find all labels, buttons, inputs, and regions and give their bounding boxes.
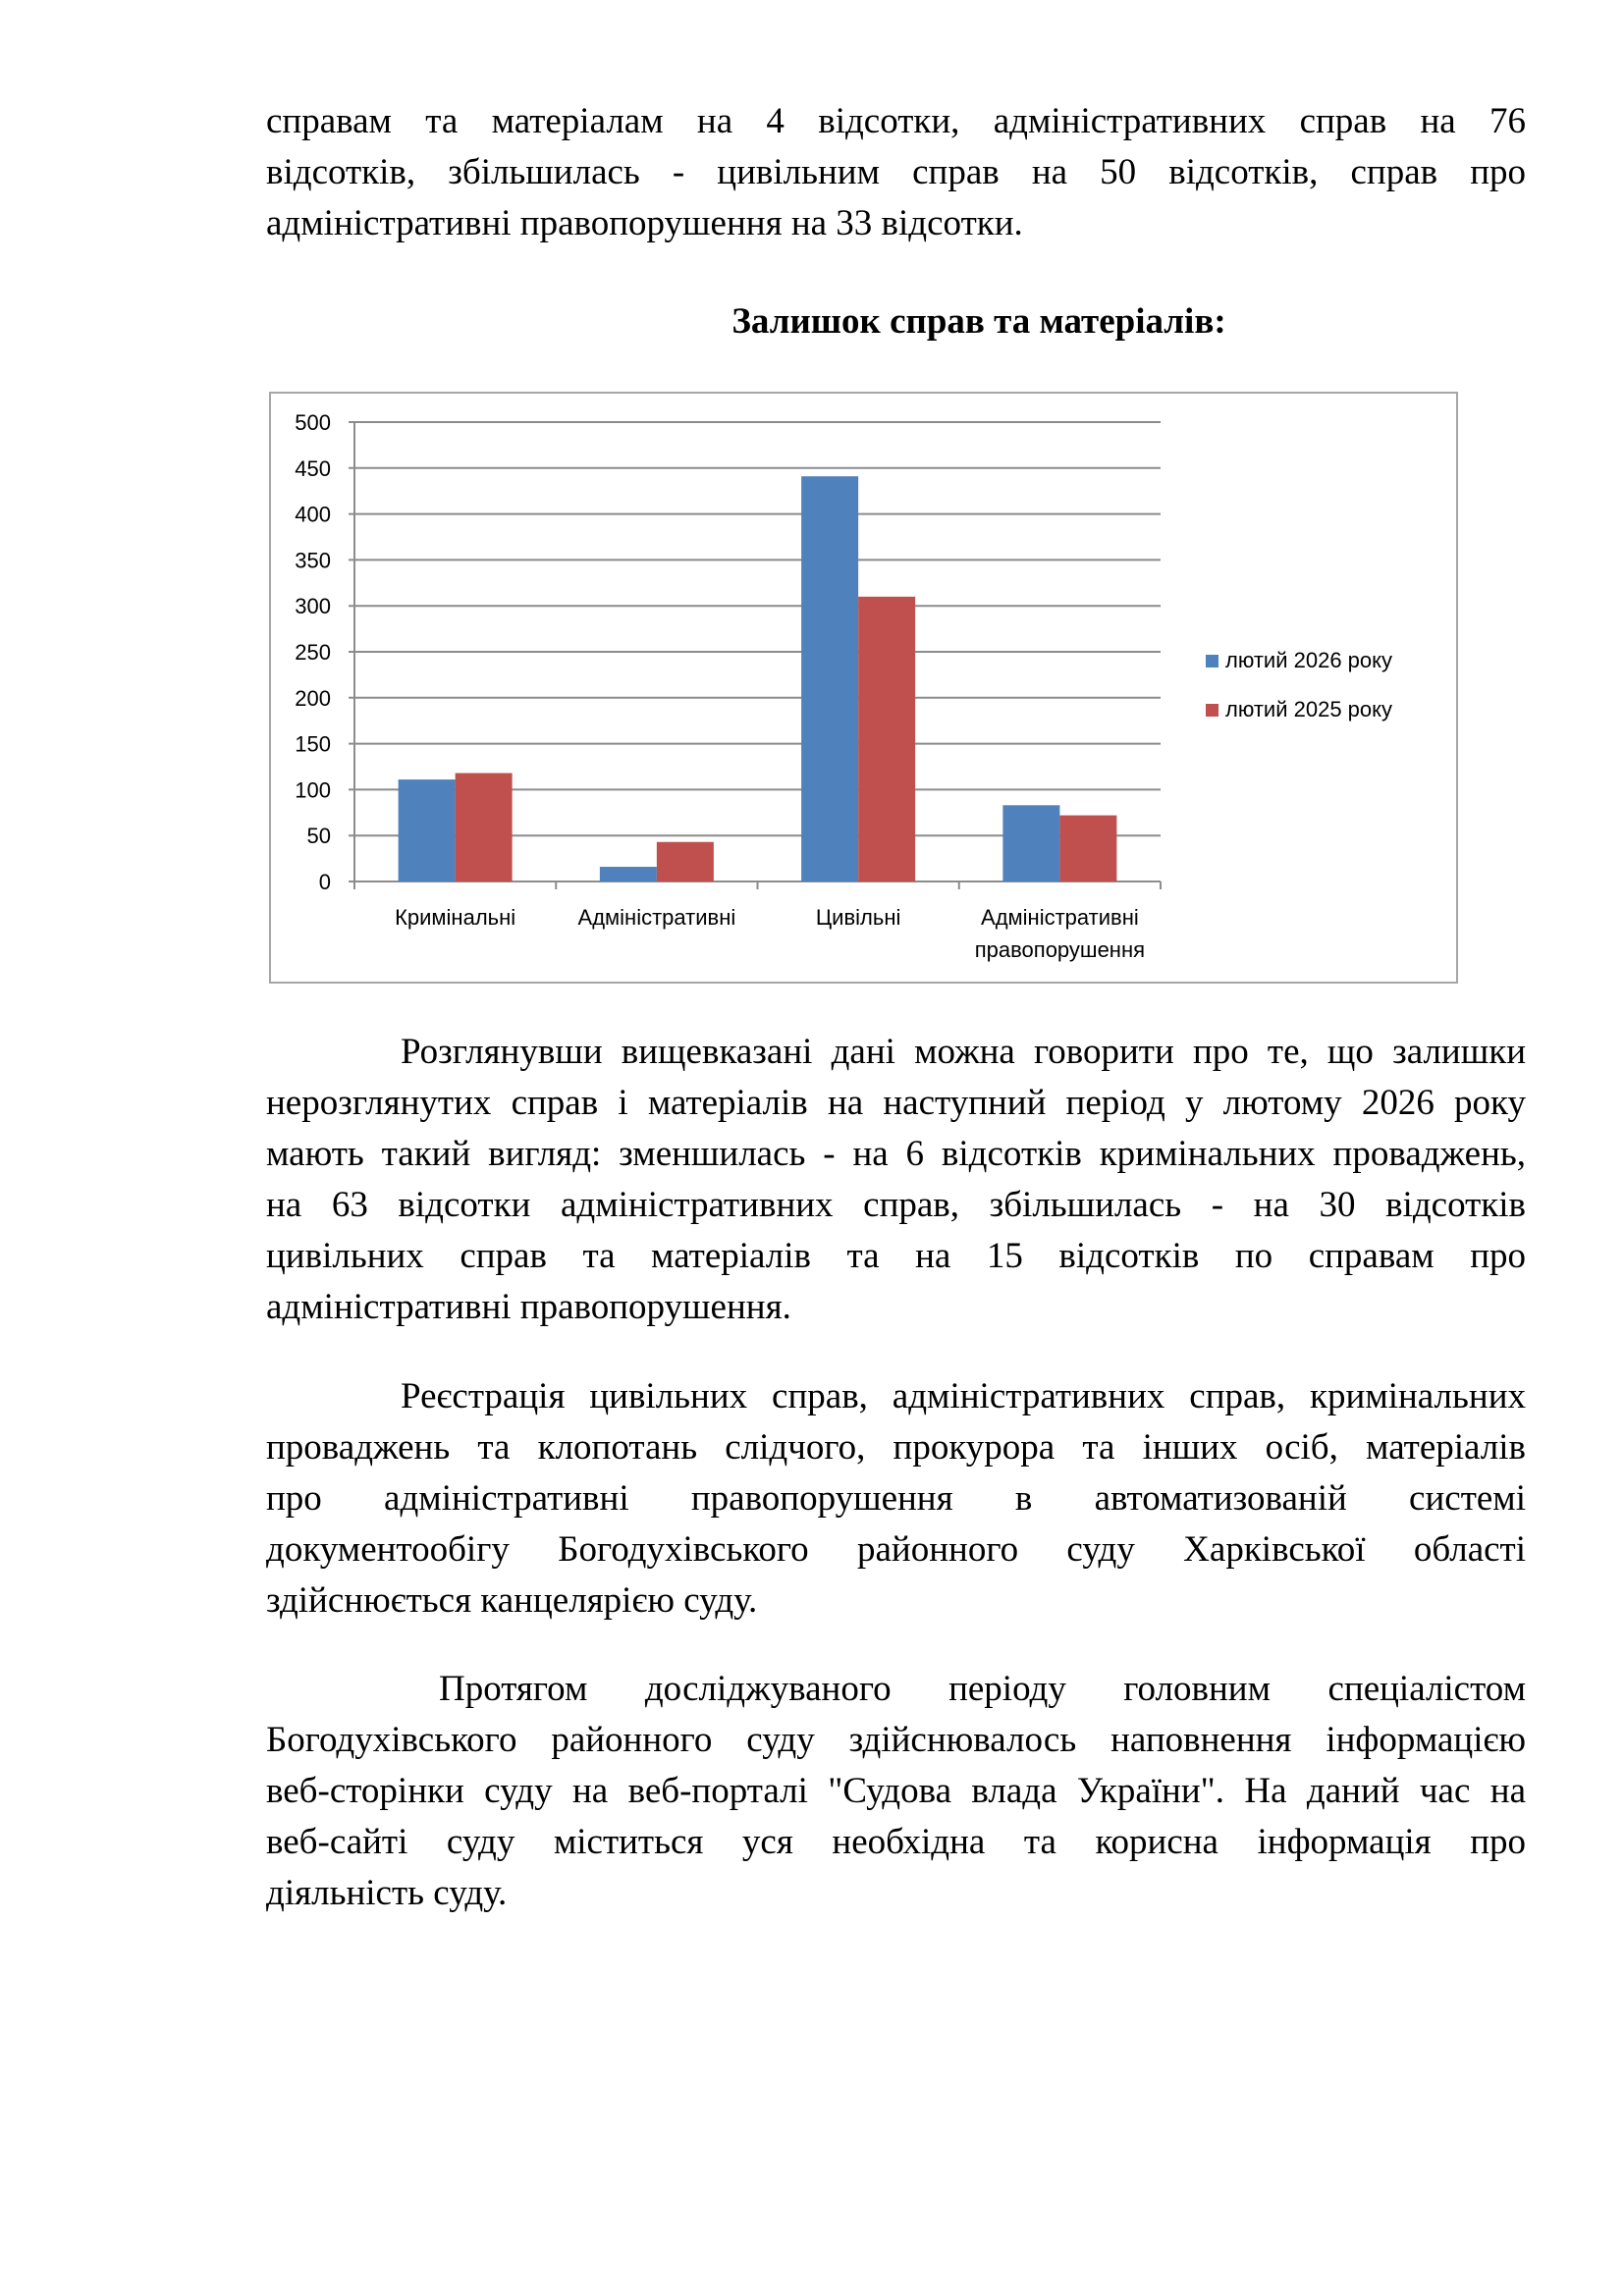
text-line: цивільних справ та матеріалів та на 15 відсотків по справам про [266, 1236, 1526, 1276]
y-tick-label: 350 [295, 548, 331, 573]
y-tick-label: 0 [318, 870, 331, 894]
text-line: здійснюється канцелярією суду. [266, 1580, 758, 1621]
y-tick-label: 250 [295, 640, 331, 665]
paragraph-2 [266, 1027, 1526, 1333]
text-line: про адміністративні правопорушення в автоматизованій системі [266, 1478, 1526, 1519]
y-tick-label: 300 [295, 594, 331, 619]
y-tick-label: 150 [295, 731, 331, 757]
text-line: мають такий вигляд: зменшилась - на 6 відсотків кримінальних проваджень, [266, 1134, 1526, 1174]
text-line: Протягом досліджуваного періоду головним спеціалістом [439, 1669, 1526, 1709]
text-line: документообігу Богодухівського районного суду Харківської області [266, 1529, 1526, 1570]
legend-swatch [1206, 655, 1218, 667]
y-tick-label: 450 [295, 455, 331, 481]
bar-2026 [399, 779, 456, 881]
text-line: адміністративні правопорушення. [266, 1287, 791, 1327]
x-category-label: Кримінальні [395, 905, 516, 930]
y-tick-label: 50 [306, 824, 331, 849]
x-category-label: Адміністративні [577, 905, 736, 930]
paragraph-4 [266, 1664, 1526, 1919]
bar-2026 [1002, 805, 1059, 881]
legend-label: лютий 2025 року [1225, 697, 1393, 721]
text-line: справам та матеріалам на 4 відсотки, адміністративних справ на 76 [266, 101, 1526, 141]
text-line: Богодухівського районного суду здійснювалось наповнення інформацією [266, 1720, 1526, 1760]
legend-swatch [1206, 704, 1218, 717]
bar-chart [0, 0, 1624, 991]
bar-2025 [858, 597, 915, 881]
bar-2026 [801, 476, 858, 881]
text-line: на 63 відсотки адміністративних справ, збільшилась - на 30 відсотків [266, 1185, 1526, 1225]
y-tick-label: 200 [295, 685, 331, 711]
bar-2025 [456, 774, 513, 881]
bar-2025 [657, 842, 714, 881]
x-category-label: Цивільні [815, 905, 901, 930]
text-line: веб-сайті суду міститься уся необхідна та корисна інформація про [266, 1822, 1526, 1862]
text-line: відсотків, збільшилась - цивільним справ на 50 відсотків, справ про [266, 152, 1526, 192]
y-tick-label: 100 [295, 777, 331, 803]
text-line: Реєстрація цивільних справ, адміністративних справ, кримінальних [401, 1376, 1526, 1416]
text-line: Розглянувши вищевказані дані можна говорити про те, що залишки [401, 1032, 1526, 1072]
paragraph-3 [266, 1371, 1526, 1627]
text-line: веб-сторінки суду на веб-порталі "Судова влада України". На даний час на [266, 1771, 1526, 1811]
text-line: адміністративні правопорушення на 33 відсотки. [266, 203, 1023, 243]
y-tick-label: 400 [295, 502, 331, 527]
x-category-label: Адміністративні [981, 905, 1139, 930]
text-line: нерозглянутих справ і матеріалів на наступний період у лютому 2026 року [266, 1083, 1526, 1123]
chart-title: Залишок справ та матеріалів: [731, 301, 1226, 342]
x-category-label: правопорушення [974, 937, 1146, 962]
text-line: проваджень та клопотань слідчого, прокурора та інших осіб, матеріалів [266, 1427, 1526, 1468]
legend-label: лютий 2026 року [1225, 648, 1393, 672]
bar-2025 [1059, 816, 1116, 881]
bar-2026 [600, 867, 657, 881]
text-line: діяльність суду. [266, 1873, 508, 1913]
y-tick-label: 500 [295, 410, 331, 435]
